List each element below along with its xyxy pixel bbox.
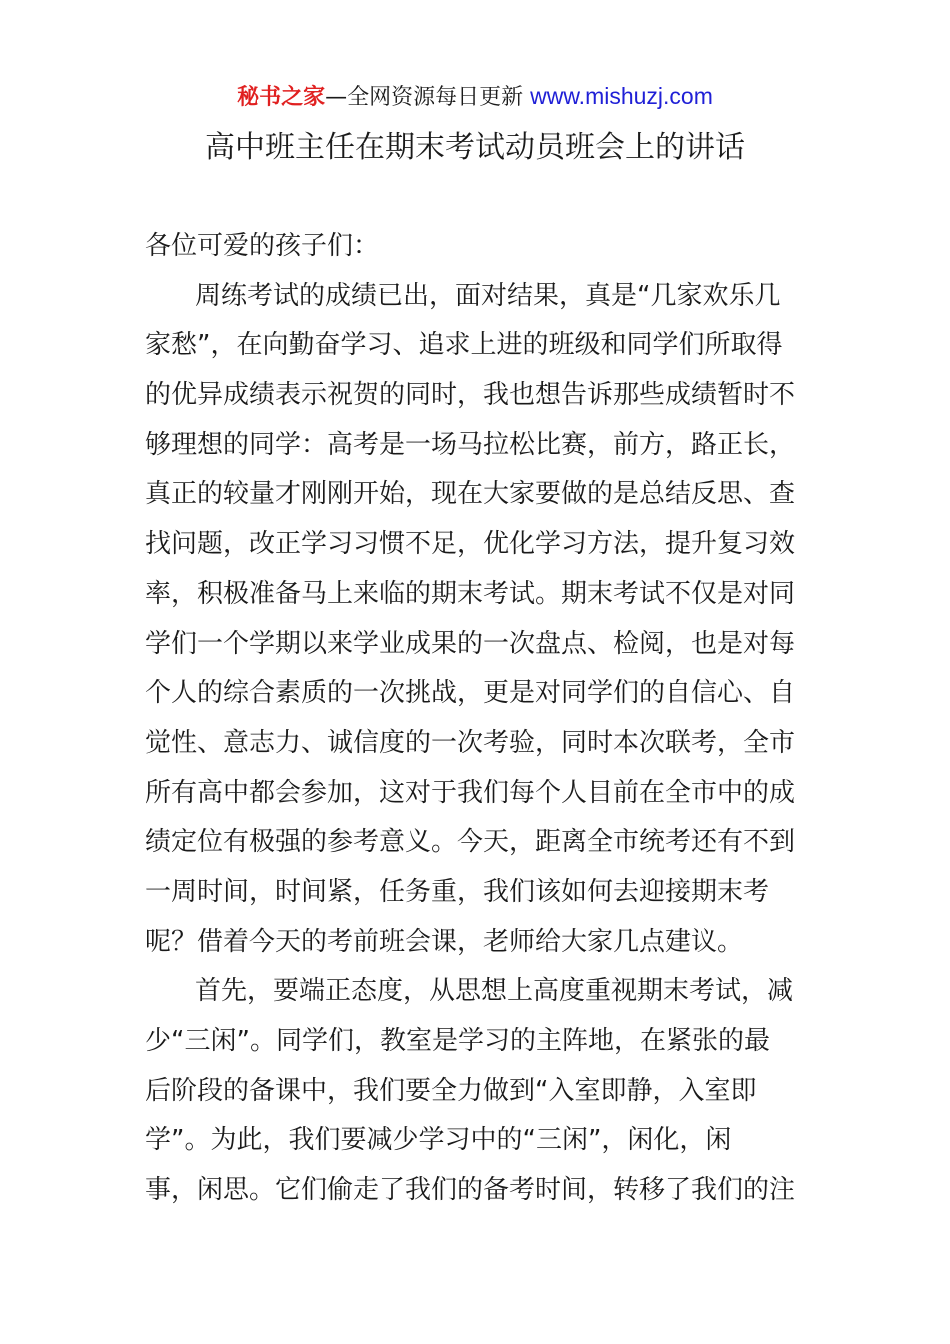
brand-name: 秘书之家 <box>237 85 326 110</box>
paragraph-line: 家愁”，在向勤奋学习、追求上进的班级和同学们所取得 <box>145 330 783 361</box>
paragraph-line: 少“三闲”。同学们，教室是学习的主阵地，在紧张的最 <box>145 1026 770 1056</box>
paragraph-line: 绩定位有极强的参考意义。今天，距离全市统考还有不到 <box>145 827 796 858</box>
paragraph-line: 事，闲思。它们偷走了我们的备考时间，转移了我们的注 <box>145 1175 796 1206</box>
paragraph-line: 率，积极准备马上来临的期末考试。期末考试不仅是对同 <box>145 578 796 609</box>
paragraph-line: 学”。为此，我们要减少学习中的“三闲”，闲化，闲 <box>145 1125 732 1156</box>
paragraph-line: 所有高中都会参加，这对于我们每个人目前在全市中的成 <box>145 777 796 808</box>
document-body <box>145 222 807 1216</box>
site-url-link[interactable]: www.mishuzj.com <box>530 83 713 109</box>
paragraph-line: 一周时间，时间紧，任务重，我们该如何去迎接期末考 <box>145 876 770 907</box>
site-header <box>0 80 950 114</box>
paragraph-line: 首先，要端正态度，从思想上高度重视期末考试，减 <box>195 976 794 1007</box>
paragraph-line: 找问题，改正学习习惯不足，优化学习方法，提升复习效 <box>145 529 796 560</box>
paragraph-line: 的优异成绩表示祝贺的同时，我也想告诉那些成绩暂时不 <box>145 380 796 411</box>
paragraph-line: 周练考试的成绩已出，面对结果，真是“几家欢乐几 <box>195 280 781 311</box>
paragraph-line: 呢？借着今天的考前班会课，老师给大家几点建议。 <box>145 926 744 957</box>
document-title: 高中班主任在期末考试动员班会上的讲话 <box>205 130 745 165</box>
header-tagline: —全网资源每日更新 <box>325 85 531 110</box>
paragraph-line: 够理想的同学：高考是一场马拉松比赛，前方，路正长， <box>145 429 796 460</box>
paragraph-line: 真正的较量才刚刚开始，现在大家要做的是总结反思、查 <box>145 479 796 510</box>
salutation-line: 各位可爱的孩子们： <box>145 231 380 261</box>
paragraph-line: 学们一个学期以来学业成果的一次盘点、检阅，也是对每 <box>145 628 796 659</box>
paragraph-line: 觉性、意志力、诚信度的一次考验，同时本次联考，全市 <box>145 727 796 758</box>
paragraph-line: 个人的综合素质的一次挑战，更是对同学们的自信心、自 <box>145 678 796 709</box>
paragraph-line: 后阶段的备课中，我们要全力做到“入室即静，入室即 <box>145 1075 757 1106</box>
